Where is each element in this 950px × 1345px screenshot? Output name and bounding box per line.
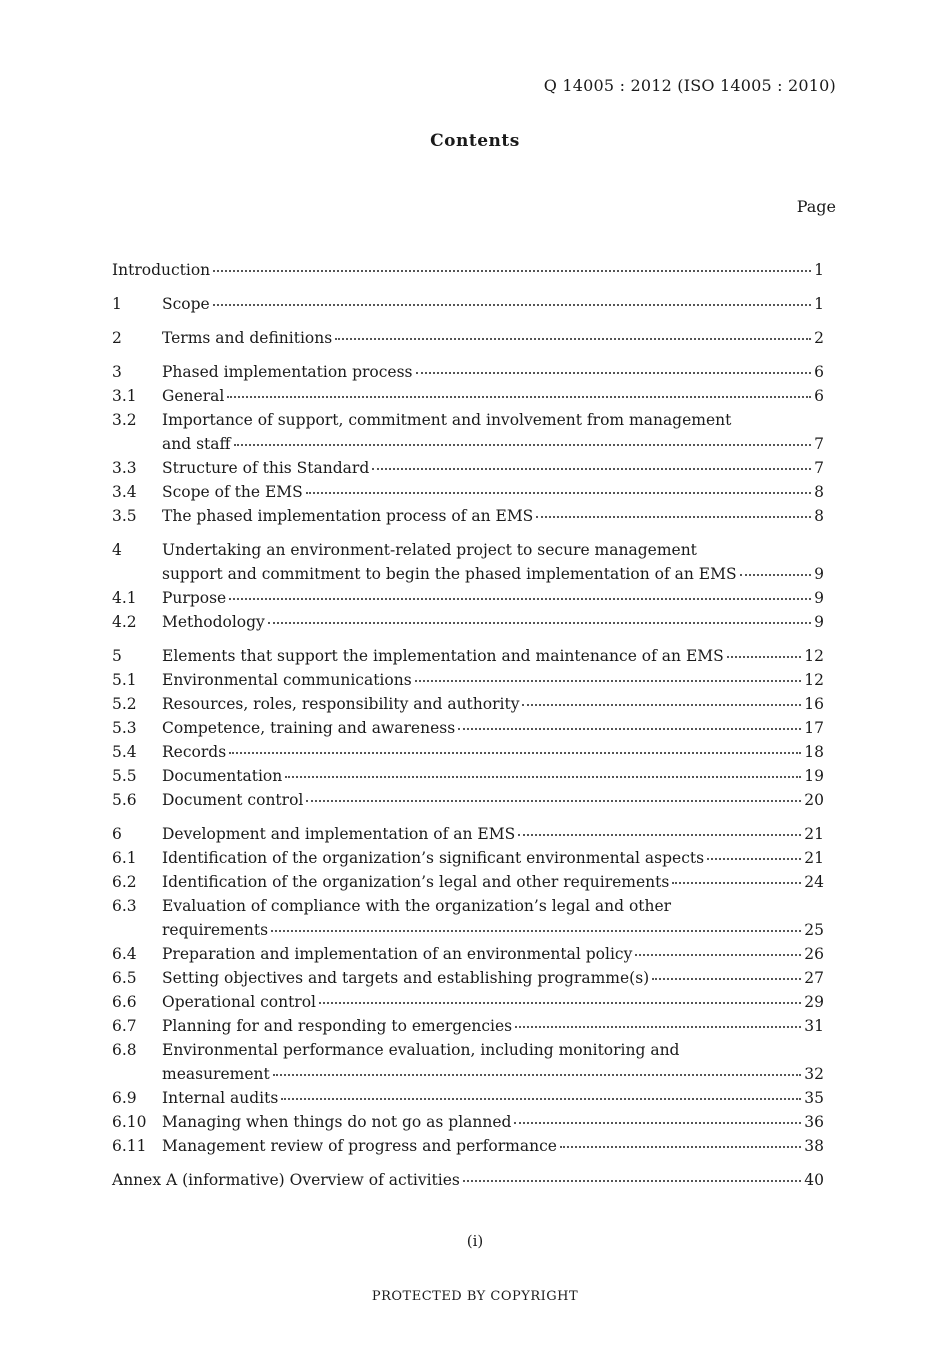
toc-entry-page: 6 xyxy=(814,363,824,381)
toc-entry-page: 9 xyxy=(814,589,824,607)
toc-entry-title: Methodology xyxy=(162,613,265,631)
toc-entry[interactable] xyxy=(112,990,824,1014)
toc-entry-number: 5.4 xyxy=(112,743,137,761)
toc-entry[interactable] xyxy=(112,1134,824,1158)
table-of-contents xyxy=(112,258,824,1192)
toc-entry-number: 4.1 xyxy=(112,589,137,607)
toc-entry-title: Resources, roles, responsibility and authority xyxy=(162,695,520,713)
toc-entry-page: 8 xyxy=(814,483,824,501)
toc-entry-page: 12 xyxy=(804,647,824,665)
toc-entry-page: 29 xyxy=(804,993,824,1011)
toc-entry[interactable] xyxy=(112,408,824,432)
toc-entry-number: 5.2 xyxy=(112,695,137,713)
toc-entry-number: 6.1 xyxy=(112,849,137,867)
toc-entry-number: 3 xyxy=(112,363,122,381)
toc-leader-dots xyxy=(463,1180,801,1182)
toc-entry-number: 2 xyxy=(112,329,122,347)
toc-entry-title: Operational control xyxy=(162,993,317,1011)
toc-leader-dots xyxy=(416,372,812,374)
toc-entry-title: Managing when things do not go as planned xyxy=(162,1113,512,1131)
toc-entry[interactable] xyxy=(112,384,824,408)
toc-entry[interactable] xyxy=(112,894,824,918)
toc-entry-title: Terms and definitions xyxy=(162,329,333,347)
toc-entry-title: Environmental performance evaluation, including monitoring and xyxy=(162,1041,680,1059)
toc-leader-dots xyxy=(281,1098,801,1100)
toc-entry-page: 7 xyxy=(814,435,824,453)
toc-entry-title: Planning for and responding to emergencies xyxy=(162,1017,513,1035)
toc-entry-number: 4 xyxy=(112,541,122,559)
toc-entry-title: Scope xyxy=(162,295,210,313)
toc-entry-page: 1 xyxy=(814,261,824,279)
toc-entry-page: 20 xyxy=(804,791,824,809)
toc-leader-dots xyxy=(268,622,811,624)
toc-entry-title: Competence, training and awareness xyxy=(162,719,456,737)
toc-entry-page: 26 xyxy=(804,945,824,963)
toc-entry-title: Annex A (informative) Overview of activities xyxy=(112,1171,460,1189)
toc-entry-page: 8 xyxy=(814,507,824,525)
toc-entry[interactable] xyxy=(112,716,824,740)
toc-entry-number: 6 xyxy=(112,825,122,843)
toc-entry-page: 35 xyxy=(804,1089,824,1107)
toc-entry-page: 9 xyxy=(814,613,824,631)
toc-entry-title: Phased implementation process xyxy=(162,363,413,381)
toc-entry-page: 21 xyxy=(804,825,824,843)
toc-entry-title: Identification of the organization’s legal and other requirements xyxy=(162,873,670,891)
toc-leader-dots xyxy=(271,930,801,932)
toc-entry-title: Document control xyxy=(162,791,304,809)
toc-entry-number: 6.2 xyxy=(112,873,137,891)
toc-entry[interactable] xyxy=(112,764,824,788)
toc-entry[interactable] xyxy=(112,740,824,764)
toc-entry-number: 4.2 xyxy=(112,613,137,631)
toc-entry-page: 21 xyxy=(804,849,824,867)
toc-entry-page: 17 xyxy=(804,719,824,737)
toc-entry[interactable] xyxy=(112,292,824,316)
toc-entry-page: 1 xyxy=(814,295,824,313)
toc-entry-number: 5.3 xyxy=(112,719,137,737)
toc-entry-number: 5.5 xyxy=(112,767,137,785)
toc-entry-page: 16 xyxy=(804,695,824,713)
toc-leader-dots xyxy=(515,1026,801,1028)
toc-entry-number: 3.3 xyxy=(112,459,137,477)
toc-entry-title: requirements xyxy=(162,921,269,939)
toc-leader-dots xyxy=(522,704,801,706)
copyright-notice: PROTECTED BY COPYRIGHT xyxy=(371,1289,579,1304)
toc-leader-dots xyxy=(306,492,811,494)
toc-entry-title: Documentation xyxy=(162,767,283,785)
toc-entry[interactable] xyxy=(112,1014,824,1038)
toc-entry[interactable] xyxy=(112,432,824,456)
toc-entry[interactable] xyxy=(112,1086,824,1110)
toc-entry-page: 18 xyxy=(804,743,824,761)
toc-entry[interactable] xyxy=(112,538,824,562)
toc-entry-page: 2 xyxy=(814,329,824,347)
toc-entry-number: 6.8 xyxy=(112,1041,137,1059)
toc-entry-title: Environmental communications xyxy=(162,671,412,689)
toc-entry-title: Development and implementation of an EMS xyxy=(162,825,516,843)
toc-entry-number: 5 xyxy=(112,647,122,665)
toc-entry[interactable] xyxy=(112,610,824,634)
toc-entry-page: 9 xyxy=(814,565,824,583)
toc-entry[interactable] xyxy=(112,480,824,504)
toc-entry-number: 6.5 xyxy=(112,969,137,987)
toc-leader-dots xyxy=(740,574,812,576)
toc-entry-number: 6.11 xyxy=(112,1137,147,1155)
page-column-label: Page xyxy=(796,197,836,216)
toc-leader-dots xyxy=(306,800,801,802)
toc-entry-title: measurement xyxy=(162,1065,270,1083)
toc-entry[interactable] xyxy=(112,504,824,528)
toc-entry-number: 5.1 xyxy=(112,671,137,689)
toc-entry-title: Scope of the EMS xyxy=(162,483,303,501)
page-number: (i) xyxy=(466,1232,484,1250)
toc-leader-dots xyxy=(319,1002,801,1004)
toc-entry-title: Importance of support, commitment and involvement from management xyxy=(162,411,732,429)
toc-entry-page: 12 xyxy=(804,671,824,689)
toc-leader-dots xyxy=(213,270,811,272)
toc-entry[interactable] xyxy=(112,788,824,812)
toc-entry-number: 6.9 xyxy=(112,1089,137,1107)
toc-leader-dots xyxy=(229,752,801,754)
toc-entry[interactable] xyxy=(112,1062,824,1086)
toc-entry[interactable] xyxy=(112,822,824,846)
toc-entry[interactable] xyxy=(112,942,824,966)
toc-leader-dots xyxy=(635,954,801,956)
toc-leader-dots xyxy=(727,656,802,658)
toc-entry-page: 36 xyxy=(804,1113,824,1131)
toc-entry[interactable] xyxy=(112,456,824,480)
toc-entry-page: 38 xyxy=(804,1137,824,1155)
toc-entry[interactable] xyxy=(112,668,824,692)
toc-leader-dots xyxy=(652,978,801,980)
toc-entry[interactable] xyxy=(112,966,824,990)
toc-entry-page: 27 xyxy=(804,969,824,987)
toc-entry-number: 3.1 xyxy=(112,387,137,405)
toc-entry-page: 32 xyxy=(804,1065,824,1083)
toc-entry-number: 6.7 xyxy=(112,1017,137,1035)
toc-entry-title: Records xyxy=(162,743,227,761)
toc-entry-number: 3.4 xyxy=(112,483,137,501)
toc-entry-title: Elements that support the implementation and maintenance of an EMS xyxy=(162,647,724,665)
toc-leader-dots xyxy=(458,728,801,730)
toc-entry-page: 25 xyxy=(804,921,824,939)
toc-entry-title: The phased implementation process of an EMS xyxy=(162,507,534,525)
toc-entry-number: 3.5 xyxy=(112,507,137,525)
toc-entry-title: Internal audits xyxy=(162,1089,279,1107)
toc-entry-page: 40 xyxy=(804,1171,824,1189)
toc-entry-title: Introduction xyxy=(112,261,211,279)
toc-entry[interactable] xyxy=(112,846,824,870)
toc-entry-title: Preparation and implementation of an environmental policy xyxy=(162,945,633,963)
toc-entry[interactable] xyxy=(112,1038,824,1062)
toc-entry-number: 3.2 xyxy=(112,411,137,429)
toc-entry[interactable] xyxy=(112,258,824,282)
toc-entry-page: 19 xyxy=(804,767,824,785)
toc-leader-dots xyxy=(213,304,811,306)
page-title: Contents xyxy=(430,131,520,151)
toc-leader-dots xyxy=(514,1122,801,1124)
toc-entry-title: Purpose xyxy=(162,589,227,607)
toc-entry-title: support and commitment to begin the phased implementation of an EMS xyxy=(162,565,737,583)
toc-entry[interactable] xyxy=(112,1168,824,1192)
toc-entry-title: Evaluation of compliance with the organization’s legal and other xyxy=(162,897,672,915)
toc-entry-title: Management review of progress and performance xyxy=(162,1137,557,1155)
toc-entry-number: 6.6 xyxy=(112,993,137,1011)
toc-entry-page: 24 xyxy=(804,873,824,891)
toc-leader-dots xyxy=(707,858,801,860)
toc-leader-dots xyxy=(227,396,811,398)
toc-entry[interactable] xyxy=(112,870,824,894)
toc-leader-dots xyxy=(229,598,811,600)
toc-entry-number: 6.4 xyxy=(112,945,137,963)
toc-entry[interactable] xyxy=(112,918,824,942)
toc-leader-dots xyxy=(415,680,802,682)
toc-entry[interactable] xyxy=(112,326,824,350)
toc-leader-dots xyxy=(335,338,811,340)
toc-entry-number: 1 xyxy=(112,295,122,313)
toc-leader-dots xyxy=(518,834,801,836)
toc-leader-dots xyxy=(285,776,801,778)
toc-entry-title: Setting objectives and targets and establishing programme(s) xyxy=(162,969,650,987)
toc-entry-page: 6 xyxy=(814,387,824,405)
toc-entry[interactable] xyxy=(112,360,824,384)
toc-leader-dots xyxy=(273,1074,802,1076)
toc-entry-title: Undertaking an environment-related project to secure management xyxy=(162,541,697,559)
toc-entry[interactable] xyxy=(112,1110,824,1134)
toc-leader-dots xyxy=(234,444,812,446)
toc-leader-dots xyxy=(672,882,801,884)
toc-entry-number: 6.10 xyxy=(112,1113,147,1131)
toc-entry-title: Structure of this Standard xyxy=(162,459,370,477)
toc-entry-number: 6.3 xyxy=(112,897,137,915)
toc-entry-title: Identification of the organization’s significant environmental aspects xyxy=(162,849,705,867)
toc-entry-page: 7 xyxy=(814,459,824,477)
toc-entry-title: General xyxy=(162,387,225,405)
toc-leader-dots xyxy=(560,1146,801,1148)
toc-entry-page: 31 xyxy=(804,1017,824,1035)
toc-leader-dots xyxy=(536,516,811,518)
toc-entry[interactable] xyxy=(112,586,824,610)
toc-leader-dots xyxy=(372,468,811,470)
toc-entry-title: and staff xyxy=(162,435,231,453)
document-code: Q 14005 : 2012 (ISO 14005 : 2010) xyxy=(543,76,836,95)
toc-entry[interactable] xyxy=(112,562,824,586)
toc-entry[interactable] xyxy=(112,644,824,668)
toc-entry[interactable] xyxy=(112,692,824,716)
toc-entry-number: 5.6 xyxy=(112,791,137,809)
